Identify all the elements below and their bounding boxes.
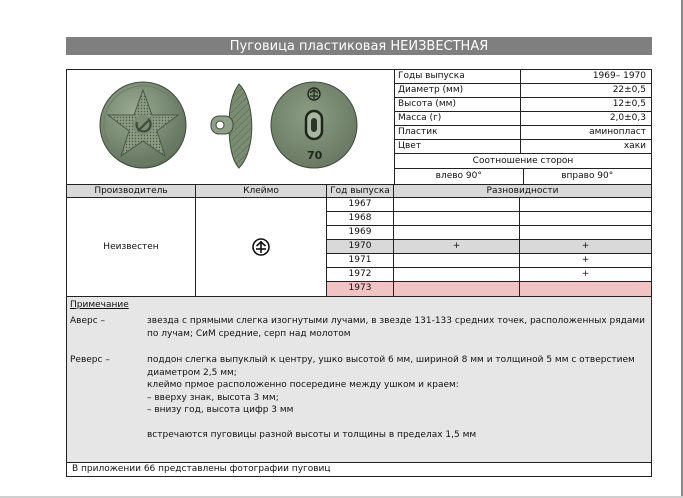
year-table xyxy=(327,198,651,296)
ratio-left: влево 90° xyxy=(395,169,524,184)
footer-note: В приложении 66 представлены фотографии пуговиц xyxy=(67,462,651,476)
reverse-line xyxy=(147,417,647,430)
spec-row-mass: Масса (г) 2,0±0,3 xyxy=(395,112,651,126)
obverse-label: Аверс – xyxy=(70,316,106,326)
header-varieties: Разновидности xyxy=(486,186,559,196)
notes-section xyxy=(67,296,651,462)
ratio-row xyxy=(395,169,651,184)
ratio-right: вправо 90° xyxy=(561,171,614,181)
stamp-icon xyxy=(251,237,271,257)
ratio-header: Соотношение сторон xyxy=(395,154,651,169)
button-side-image xyxy=(207,80,267,172)
spec-row-height: Высота (мм) 12±0,5 xyxy=(395,98,651,112)
maker-cell xyxy=(67,198,196,296)
obverse-text: звезда с прямыми слегка изогнутыми лучами, в звезде 131-133 средних точек, расположенных рядами по лучам; СиМ средние, серп над молотом xyxy=(147,316,646,339)
header-maker: Производитель xyxy=(67,185,196,197)
spec-row-diameter: Диаметр (мм) 22±0,5 xyxy=(395,84,651,98)
page-title: Пуговица пластиковая НЕИЗВЕСТНАЯ xyxy=(66,37,652,55)
spec-row-color: Цвет хаки xyxy=(395,140,651,154)
table-header xyxy=(67,184,651,198)
reverse-text xyxy=(147,354,647,442)
header-year: Год выпуска xyxy=(327,185,394,197)
reverse-line: встречаются пуговицы разной высоты и толщины в пределах 1,5 мм xyxy=(147,430,477,440)
table-row: 1969 xyxy=(327,226,651,240)
table-row: 1973 xyxy=(327,282,651,296)
table-row: 1968 xyxy=(327,212,651,226)
notes-title: Примечание xyxy=(70,300,129,310)
table-row: 1967 xyxy=(327,198,651,212)
table-row: 1971 + xyxy=(327,254,651,268)
button-obverse-image xyxy=(98,80,188,170)
reverse-label: Реверс – xyxy=(70,355,110,365)
spec-table xyxy=(395,70,651,184)
maker-name: Неизвестен xyxy=(103,242,159,252)
spec-row-years: Годы выпуска 1969– 1970 xyxy=(395,70,651,84)
reverse-line: поддон слегка выпуклый к центру, ушко высотой 6 мм, шириной 8 мм и толщиной 5 мм с отверстием диаметром 2,5 мм; xyxy=(147,355,635,378)
button-images xyxy=(67,70,395,184)
spec-row-plastic: Пластик аминопласт xyxy=(395,126,651,140)
header-stamp: Клеймо xyxy=(196,185,327,197)
reverse-line: – вверху знак, высота 3 мм; xyxy=(147,392,279,403)
reverse-year-label: 70 xyxy=(307,149,323,162)
stamp-cell xyxy=(196,198,327,296)
table-row: 1970 + + xyxy=(327,240,651,254)
reverse-line: клеймо прмое расположенно посередине между ушком и краем: xyxy=(147,380,459,390)
table-row: 1972 + xyxy=(327,268,651,282)
reverse-line: – внизу год, высота цифр 3 мм xyxy=(147,405,294,415)
catalog-sheet xyxy=(66,69,652,477)
